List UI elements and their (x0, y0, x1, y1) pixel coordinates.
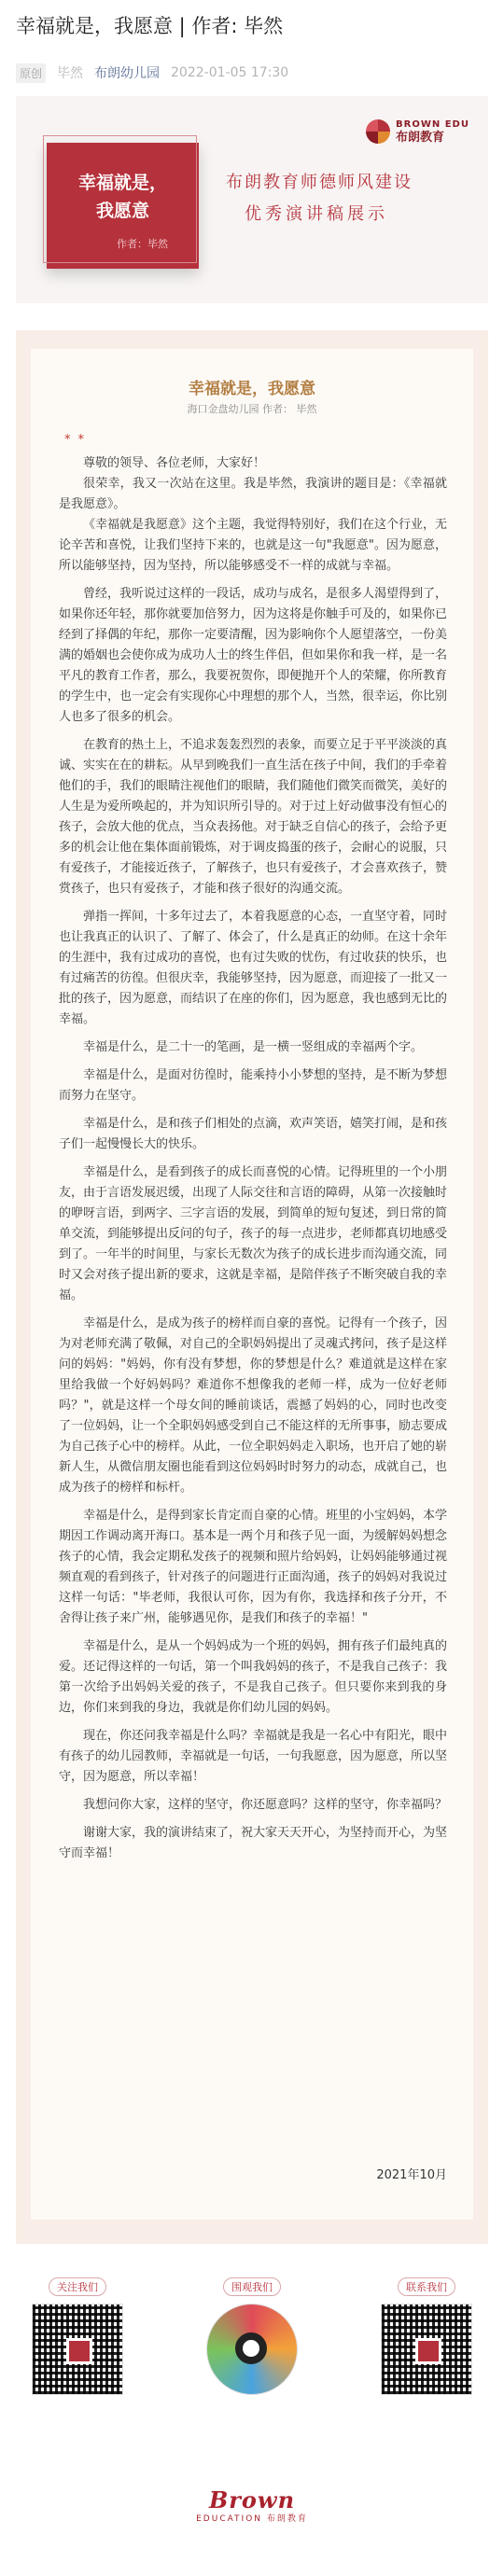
qr-follow[interactable] (29, 2277, 126, 2395)
speech-paragraph: 曾经，我听说过这样的一段话，成功与成名，是很多人渴望得到了，如果你还年轻，那你就要加倍努力，因为这将是你触手可及的，如果你已经到了择偶的年纪，那你一定要清醒，因为影响你个人愿望落空，一份美满的婚姻也会使你成为成功人士的终生伴侣，但如果你和我一样，是一名平凡的教育工作者，那么，我要祝贺你，即便抛开个人的荣耀，你所教育的学生中，也一定会有实现你心中理想的那个人，当然，很幸运，你比别人也多了很多的机会。 (59, 587, 448, 724)
banner-red-card (47, 143, 199, 269)
speech-paragraph: 尊敬的领导、各位老师，大家好！ (83, 456, 266, 470)
speech-paragraph: 《幸福就是我愿意》这个主题，我觉得特别好，我们在这个行业，无论辛苦和喜悦，让我们坚持下来的，也就是这一句"我愿意"。因为愿意，所以能够坚持，因为坚持，所以能够感受不一样的成就与幸福。 (59, 518, 448, 573)
speech-paragraph: 很荣幸，我又一次站在这里。我是毕然，我演讲的题目是：《幸福就是我愿意》。 (59, 477, 447, 511)
logo-en: BROWN EDU (396, 119, 469, 130)
logo-icon (366, 119, 390, 144)
footer-brand (0, 2486, 504, 2524)
speech-paragraph: 幸福是什么，是看到孩子的成长而喜悦的心情。记得班里的一个小朋友，由于言语发展迟缓，出现了人际交往和言语的障碍，从第一次接触时的咿呀言语，到两字、三字言语的发展，到简单的短句复述，到日常的简单交流，到能够提出反问的句子，孩子的每一点进步，老师都真切地感受到了。一年半的时间里，与家长无数次为孩子的成长进步而沟通交流，同时又会对孩子提出新的要求，这就是幸福，是陪伴孩子不断突破自我的幸福。 (59, 1165, 448, 1302)
speech-paragraph: 弹指一挥间，十多年过去了，本着我愿意的心态，一直坚守着，同时也让我真正的认识了、了解了、体会了，什么是真正的幼师。在这十余年的生涯中，我有过成功的喜悦，也有过失败的忧伤，有过收获的快乐，也有过痛苦的彷徨。但很庆幸，我能够坚持，因为愿意，而迎接了一批又一批的孩子，因为愿意，而结识了在座的你们，因为愿意，我也感到无比的幸福。 (59, 910, 448, 1026)
banner-subtitle-line2: 优秀演讲稿展示 (245, 204, 388, 224)
qr-label-contact: 联系我们 (398, 2277, 455, 2296)
brand-wordmark: Brown (208, 2486, 296, 2513)
banner-byline: 作者：毕然 (117, 238, 168, 250)
speech-paragraph: 现在，你还问我幸福是什么吗？幸福就是我是一名心中有阳光，眼中有孩子的幼儿园教师，幸福就是一句话，一句我愿意，因为愿意，所以坚守，因为愿意，所以幸福！ (59, 1729, 448, 1784)
speech-paragraph: 在教育的热土上，不追求轰轰烈烈的表象，而要立足于平平淡淡的真诚、实实在在的耕耘。从早到晚我们一直生活在孩子中间，我们的手牵着他们的手，我们的眼睛注视他们的眼睛，我们随他们微笑而微笑，美好的人生是为爱所唤起的，并为知识所引导的。对于过上好动做事没有恒心的孩子，会放大他的优点，当众表扬他。对于缺乏自信心的孩子，会给予更多的机会让他在集体面前锻炼，对于调皮捣蛋的孩子，会耐心的说服，只有爱孩子，才能接近孩子，了解孩子，也只有爱孩子，才会喜欢孩子，赞赏孩子，也只有爱孩子，才能和孩子很好的沟通交流。 (59, 738, 448, 896)
qr-contact[interactable] (378, 2277, 475, 2395)
speech-subtitle: 海口金盘幼儿园 作者： 毕然 (187, 403, 317, 415)
speech-body (59, 453, 447, 1864)
publish-date: 2022-01-05 17:30 (171, 65, 289, 80)
sign-date: 2021年10月 (376, 2168, 447, 2182)
qr-code-icon (32, 2304, 123, 2395)
brand-subtitle: EDUCATION 布朗教育 (196, 2514, 308, 2524)
speech-paper (31, 349, 473, 2220)
speech-paragraph: 幸福是什么，是二十一的笔画，是一横一竖组成的幸福两个字。 (83, 1040, 424, 1054)
speech-card (16, 330, 488, 2244)
speech-paragraph: 幸福是什么，是从一个妈妈成为一个班的妈妈，拥有孩子们最纯真的爱。还记得这样的一句话，第一个叫我妈妈的孩子，不是我自己孩子：我第一次给予出妈妈关爱的孩子，不是我自己孩子。但只要你来到我的身边，你们来到我的身边，我就是你们幼儿园的妈妈。 (59, 1639, 448, 1715)
speech-paragraph: 幸福是什么，是面对彷徨时，能乘持小小梦想的坚持，是不断为梦想而努力在坚守。 (59, 1068, 448, 1103)
logo-text (396, 118, 469, 145)
qr-code-row (16, 2277, 488, 2472)
article-title: 幸福就是，我愿意 | 作者: 毕然 (16, 15, 284, 37)
douyin-code-icon (206, 2304, 298, 2395)
speech-paragraph: 幸福是什么，是成为孩子的榜样而自豪的喜悦。记得有一个孩子，因为对老师充满了敬佩，对自己的全职妈妈提出了灵魂式拷问，孩子是这样问的妈妈："妈妈，你有没有梦想，你的梦想是什么？难道就是这样在家里给我做一个好妈妈吗？难道你不想像我的老师一样，成为一位好老师吗？"，就是这样一个母女间的睡前谈话，震撼了妈妈的心，同时也改变了一位妈妈，让一个全职妈妈感受到自己不能这样的无所事事，励志要成为自己孩子心中的榜样。从此，一位全职妈妈走入职场，也开启了她的崭新人生，从微信朋友圈也能看到这位妈妈时时努力的动态，成就自己，也成为孩子的榜样和标杆。 (59, 1316, 448, 1495)
banner-subtitle-line1: 布朗教育师德师风建设 (226, 173, 413, 192)
speech-paragraph: 我想问你大家，这样的坚守，你还愿意吗？这样的坚守，你幸福吗？ (83, 1798, 448, 1812)
speech-paragraph: 幸福是什么，是得到家长肯定而自豪的心情。班里的小宝妈妈，本学期因工作调动离开海口。基本是一两个月和孩子见一面，为缓解妈妈想念孩子的心情，我会定期私发孩子的视频和照片给妈妈，让妈妈能够通过视频直观的看到孩子，针对孩子的问题进行正面沟通，孩子的妈妈对我说过这样一句话："毕老师，我很认可你，因为有你，我选择和孩子分开，不舍得让孩子来广州，能够遇见你，是我们和孩子的幸福！" (59, 1509, 448, 1625)
qr-code-icon (381, 2304, 472, 2395)
brand-logo (366, 118, 469, 145)
account-link[interactable]: 布朗幼儿园 (94, 66, 161, 81)
banner-title-line1: 幸福就是， (77, 173, 167, 193)
speech-paragraph: 谢谢大家，我的演讲结束了，祝大家天天开心，为坚持而开心，为坚守而幸福！ (59, 1826, 448, 1860)
banner-title-line2: 我愿意 (95, 201, 149, 221)
cover-banner (16, 96, 488, 303)
author-name: 毕然 (57, 66, 84, 81)
article-meta (16, 63, 288, 83)
qr-watch[interactable] (203, 2277, 301, 2395)
decor-stars: ** (64, 433, 91, 447)
banner-title (47, 169, 199, 225)
qr-label-follow: 关注我们 (49, 2277, 106, 2296)
speech-title: 幸福就是，我愿意 (189, 380, 315, 398)
original-tag: 原创 (16, 63, 46, 83)
qr-label-watch: 围观我们 (223, 2277, 281, 2296)
speech-paragraph: 幸福是什么，是和孩子们相处的点滴，欢声笑语，嬉笑打闹，是和孩子们一起慢慢长大的快乐。 (59, 1117, 448, 1151)
logo-cn: 布朗教育 (396, 131, 445, 145)
